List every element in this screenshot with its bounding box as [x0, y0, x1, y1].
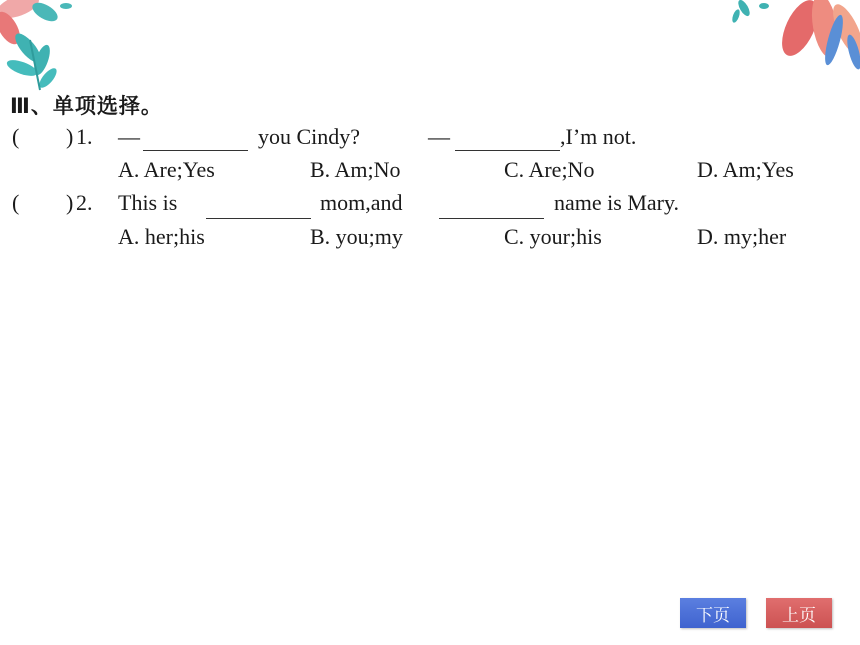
option-d[interactable]: D. my;her — [697, 224, 787, 249]
question-text: mom,and — [320, 190, 403, 215]
answer-blank[interactable] — [143, 150, 248, 151]
question-1-options — [0, 157, 860, 187]
previous-page-button[interactable]: 上页 — [766, 598, 832, 628]
question-number: 1. — [76, 124, 93, 149]
answer-blank[interactable] — [206, 218, 311, 219]
leaf-decoration-top-right — [730, 0, 860, 75]
question-text: ,I’m not. — [560, 124, 637, 149]
option-a[interactable]: A. her;his — [118, 224, 205, 249]
option-b[interactable]: B. Am;No — [310, 157, 401, 182]
question-2-options — [0, 224, 860, 254]
answer-paren-open: ( — [12, 190, 20, 215]
section-title: Ⅲ、单项选择。 — [10, 94, 163, 118]
question-text: name is Mary. — [554, 190, 680, 215]
option-b[interactable]: B. you;my — [310, 224, 403, 249]
question-number: 2. — [76, 190, 93, 215]
question-text: — — [118, 124, 140, 149]
question-text: — — [428, 124, 450, 149]
option-c[interactable]: C. Are;No — [504, 157, 595, 182]
option-d[interactable]: D. Am;Yes — [697, 157, 794, 182]
answer-paren-close: ) — [66, 190, 74, 215]
next-page-button[interactable]: 下页 — [680, 598, 746, 628]
question-1 — [0, 124, 860, 154]
question-text: This is — [118, 190, 178, 215]
answer-paren-close: ) — [66, 124, 74, 149]
leaf-decoration-top-left — [0, 0, 110, 95]
answer-blank[interactable] — [455, 150, 560, 151]
answer-blank[interactable] — [439, 218, 544, 219]
answer-paren-open: ( — [12, 124, 20, 149]
option-c[interactable]: C. your;his — [504, 224, 602, 249]
option-a[interactable]: A. Are;Yes — [118, 157, 215, 182]
question-text: you Cindy? — [258, 124, 361, 149]
question-2 — [0, 190, 860, 220]
